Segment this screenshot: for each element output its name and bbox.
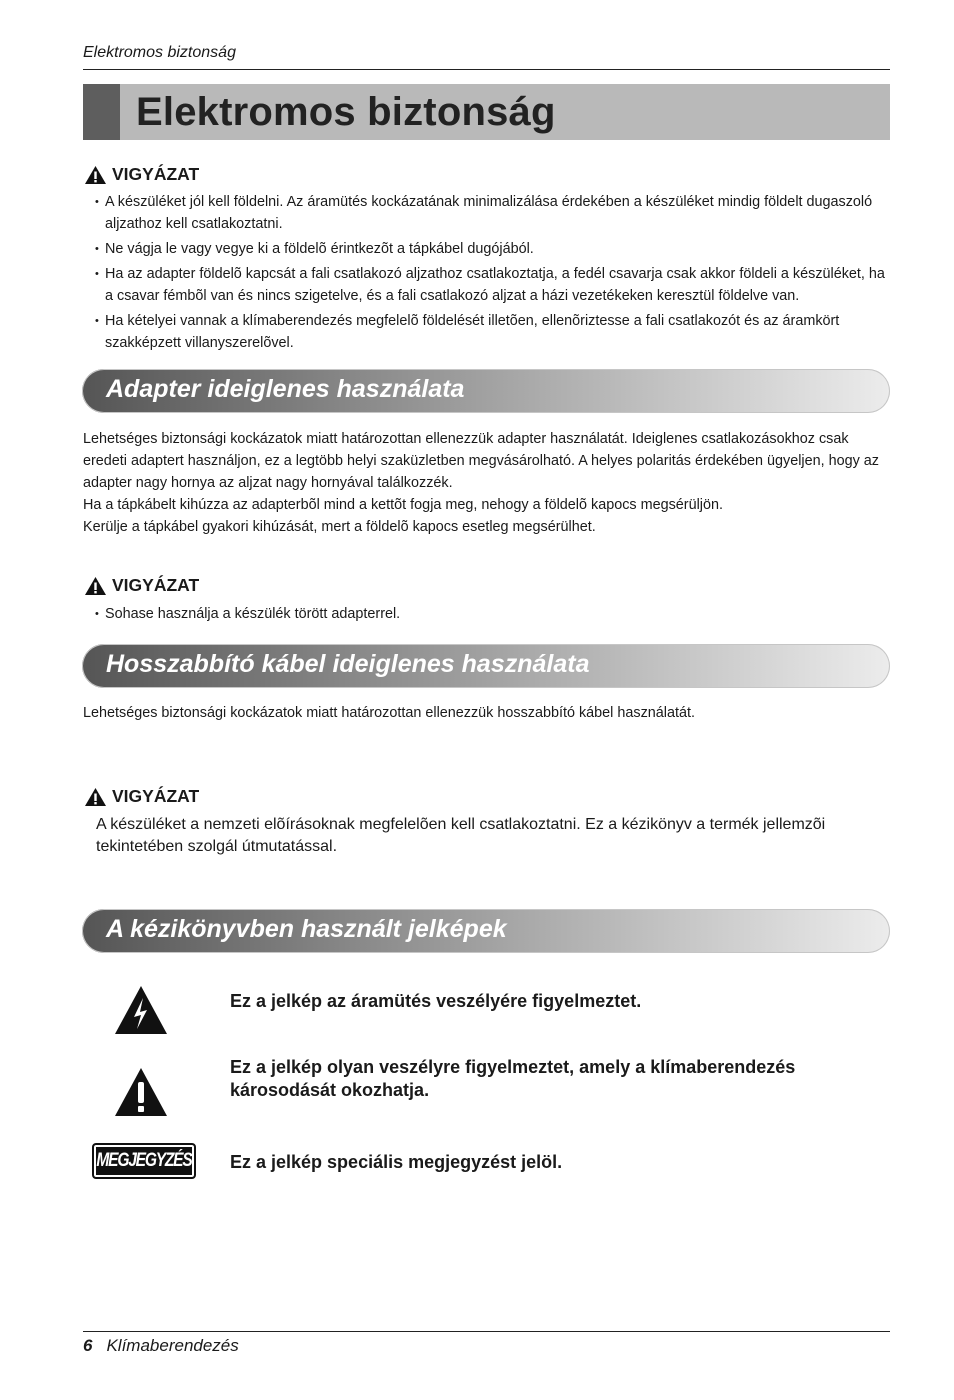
paragraph: Lehetséges biztonsági kockázatok miatt határozottan ellenezzük hosszabbító kábel használatát.: [83, 705, 695, 721]
caution-label: VIGYÁZAT: [112, 786, 200, 806]
running-header: Elektromos biztonság: [83, 44, 236, 61]
note-badge-icon: [92, 1143, 196, 1179]
list-item: • Sohase használja a készülék törött adapterrel.: [96, 603, 891, 625]
caution-heading: [84, 786, 199, 807]
section-title-extension: Hosszabbító kábel ideiglenes használata: [106, 650, 590, 678]
caution-list: [96, 191, 891, 357]
list-item: • Ha az adapter földelõ kapcsát a fali csatlakozó aljzathoz csatlakoztatja, a fedél csavarja csak akkor földeli a készüléket, ha a csavar fémbõl van és nincs szigetelve, és a fali csatlakozó aljzat a házi vezetékeken keresztül földelve van.: [96, 263, 891, 307]
note-badge-label: MEGJEGYZÉS: [96, 1150, 192, 1171]
header-rule: [83, 69, 890, 70]
exclamation-warning-icon: [113, 1066, 169, 1118]
paragraph: Ha a tápkábelt kihúzza az adapterbõl mind a kettõt fogja meg, nehogy a földelõ kapocs megsérüljön.: [83, 497, 723, 513]
symbol-description: Ez a jelkép olyan veszélyre figyelmeztet, amely a klímaberendezés károsodását okozhatja.: [230, 1057, 796, 1100]
paragraph: Lehetséges biztonsági kockázatok miatt határozottan ellenezzük adapter használatát. Ideiglenes csatlakozásokhoz csak eredeti adaptert használjon, ez a legtöbb helyi szaküzletben megvásárolható. A helyes polaritás érdekében ügyeljen, hogy az adapter nagy hornya az aljzat nagy hornyával találkozzék.: [83, 431, 880, 491]
caution-heading: [84, 575, 199, 596]
warning-triangle-icon: [84, 787, 107, 807]
list-item: • A készüléket jól kell földelni. Az áramütés kockázatának minimalizálása érdekében a készüléket mindig földelt dugaszoló aljzathoz kell csatlakoztatni.: [96, 191, 891, 235]
list-item: • Ha kételyei vannak a klímaberendezés megfelelõ földelését illetõen, ellenõriztesse a fali csatlakozót és az áramkört szakképzett villanyszerelõvel.: [96, 310, 891, 354]
extension-text: [83, 702, 891, 724]
symbol-description: Ez a jelkép az áramütés veszélyére figyelmeztet.: [230, 991, 642, 1011]
warning-triangle-icon: [84, 576, 107, 596]
warning-triangle-icon: [84, 165, 107, 185]
page-title: Elektromos biztonság: [136, 90, 556, 134]
footer-product: Klímaberendezés: [106, 1336, 239, 1355]
adapter-text: [83, 428, 891, 538]
caution-list: [96, 603, 891, 628]
section-title-symbols: A kézikönyvben használt jelképek: [106, 915, 507, 943]
symbol-description: Ez a jelkép speciális megjegyzést jelöl.: [230, 1152, 563, 1172]
paragraph: Kerülje a tápkábel gyakori kihúzását, mert a földelõ kapocs esetleg megsérülhet.: [83, 519, 596, 535]
footer-rule: [83, 1331, 890, 1332]
section-title-adapter: Adapter ideiglenes használata: [106, 375, 465, 403]
caution-heading: [84, 164, 199, 185]
page-number: 6: [83, 1336, 93, 1355]
caution-label: VIGYÁZAT: [112, 575, 200, 595]
caution-label: VIGYÁZAT: [112, 164, 200, 184]
page-footer: [83, 1336, 239, 1356]
title-accent-block: [83, 84, 120, 140]
caution-text: A készüléket a nemzeti elõírásoknak megfelelõen kell csatlakoztatni. Ez a kézikönyv a termék jellemzõi tekintetében szolgál útmutatással.: [96, 816, 826, 855]
list-item: • Ne vágja le vagy vegye ki a földelõ érintkezõt a tápkábel dugójából.: [96, 238, 891, 260]
electric-shock-warning-icon: [113, 984, 169, 1036]
